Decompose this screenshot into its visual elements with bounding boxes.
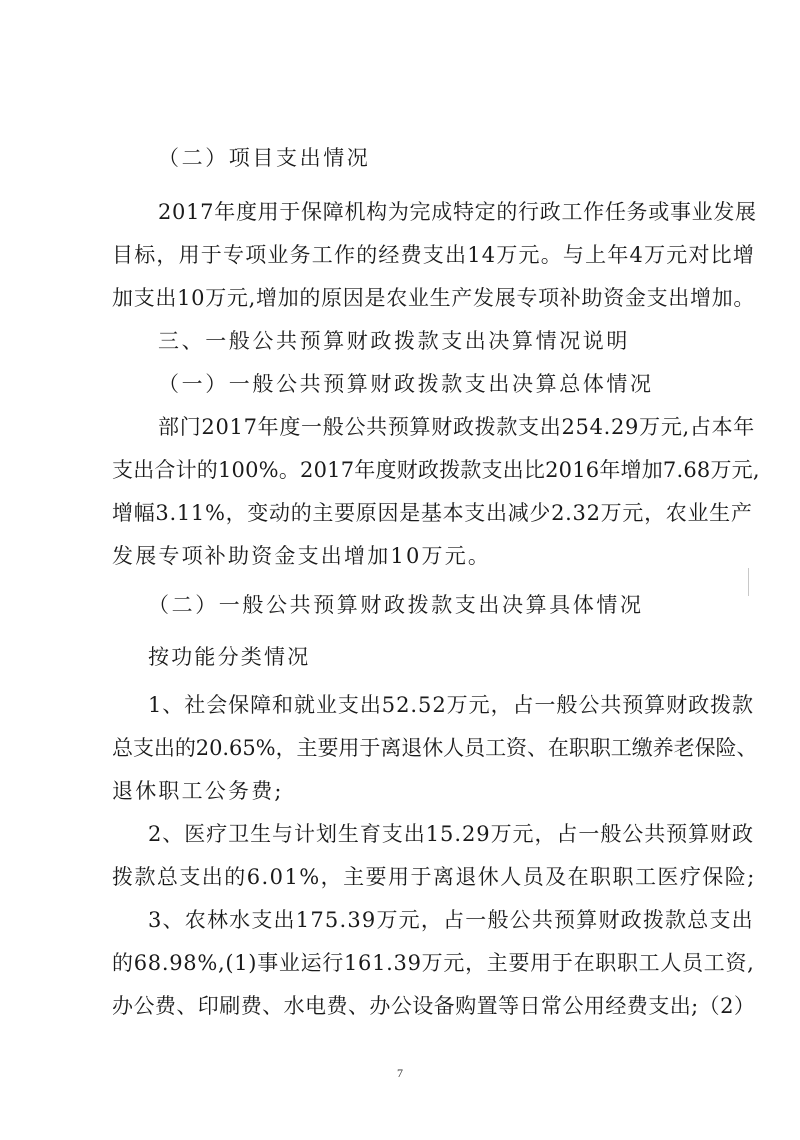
section-heading-project-expenditure: （二）项目支出情况 [158,146,371,170]
subsection-heading-overall: （一）一般公共预算财政拨款支出决算总体情况 [158,372,654,396]
subsection-heading-specific: （二）一般公共预算财政拨款支出决算具体情况 [148,593,644,617]
paragraph-line: 发展专项补助资金支出增加10万元。 [112,544,492,568]
paragraph-line: 加支出10万元,增加的原因是农业生产发展专项补助资金支出增加。 [112,286,756,310]
scan-artifact-mark [748,568,749,596]
paragraph-line: 部门2017年度一般公共预算财政拨款支出254.29万元,占本年 [158,415,755,439]
paragraph-line: 按功能分类情况 [148,645,311,669]
list-item-line: 拨款总支出的6.01%，主要用于离退休人员及在职职工医疗保险; [112,865,756,889]
paragraph-line: 2017年度用于保障机构为完成特定的行政工作任务或事业发展 [158,200,757,224]
list-item-line: 退休职工公务费; [112,779,284,803]
section-heading-general-budget: 三、一般公共预算财政拨款支出决算情况说明 [158,329,630,353]
list-item-line: 1、社会保障和就业支出52.52万元，占一般公共预算财政拨款 [148,693,754,717]
paragraph-line: 支出合计的100%。2017年度财政拨款支出比2016年增加7.68万元, [112,458,760,482]
list-item-line: 总支出的20.65%，主要用于离退休人员工资、在职职工缴养老保险、 [112,736,758,760]
list-item-line: 办公费、印刷费、水电费、办公设备购置等日常公用经费支出;（2） [112,994,756,1018]
paragraph-line: 增幅3.11%，变动的主要原因是基本支出减少2.32万元，农业生产 [112,501,753,525]
paragraph-line: 目标，用于专项业务工作的经费支出14万元。与上年4万元对比增 [112,243,756,267]
page-number: 7 [397,1066,403,1080]
list-item-line: 2、医疗卫生与计划生育支出15.29万元，占一般公共预算财政 [148,822,754,846]
list-item-line: 的68.98%,(1)事业运行161.39万元，主要用于在职职工人员工资, [112,951,755,975]
list-item-line: 3、农林水支出175.39万元，占一般公共预算财政拨款总支出 [148,908,754,932]
